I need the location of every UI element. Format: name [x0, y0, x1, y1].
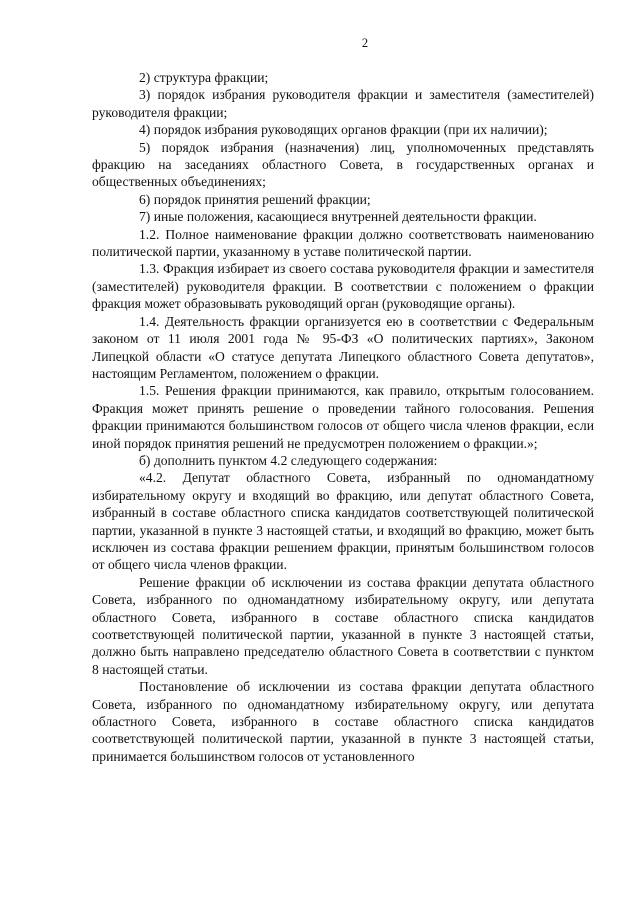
paragraph-exclusion-decision: Решение фракции об исключении из состава фракции депутата областного Совета, избранного по одномандатному избирательному округу, или депутата областного Совета, избранного в составе областного списка кандидатов соответствующей политической партии, указанной в пункте 3 настоящей статьи, должно быть направлено председателю областного Совета в соответствии с пунктом 8 настоящей статьи. — [92, 574, 594, 677]
paragraph-decision-procedure: 6) порядок принятия решений фракции; — [139, 191, 371, 207]
paragraph-clause-1-5: 1.5. Решения фракции принимаются, как правило, открытым голосованием. Фракция может принять решение о проведении тайного голосования. Решения фракции принимаются большинством голосов от общего числа членов фракции, если иной порядок принятия решений не предусмотрен положением о фракции.»; — [92, 383, 594, 451]
paragraph-amendment-b: б) дополнить пунктом 4.2 следующего содержания: — [139, 452, 438, 468]
paragraph-leader-election: 3) порядок избрания руководителя фракции и заместителя (заместителей) руководителя фракции; — [92, 87, 594, 120]
page-number: 2 — [361, 36, 369, 50]
paragraph-exclusion-resolution: Постановление об исключении из состава фракции депутата областного Совета, избранного по одномандатному избирательному округу, или депутата областного Совета, избранного в составе областного списка кандидатов соответствующей политической партии, указанной в пункте 3 настоящей статьи, принимается большинством голосов от установленного — [92, 679, 594, 764]
paragraph-clause-4-2: «4.2. Депутат областного Совета, избранный по одномандатному избирательному округу и входящий во фракцию, или депутат областного Совета, избранный в составе областного списка кандидатов соответствующей политической партии, указанной в пункте 3 настоящей статьи, и входящий во фракцию, может быть исключен из состава фракции решением фракции, принятым большинством голосов от общего числа членов фракции. — [92, 470, 594, 573]
paragraph-other-provisions: 7) иные положения, касающиеся внутренней деятельности фракции. — [139, 209, 537, 225]
paragraph-clause-1-2: 1.2. Полное наименование фракции должно соответствовать наименованию политической партии, указанному в уставе политической партии. — [92, 226, 594, 260]
paragraph-clause-1-3: 1.3. Фракция избирает из своего состава руководителя фракции и заместителя (заместителей) руководителя фракции. В соответствии с положением о фракции фракция может образовывать руководящий орган (руководящие органы). — [92, 261, 594, 312]
paragraph-governing-bodies: 4) порядок избрания руководящих органов фракции (при их наличии); — [139, 122, 548, 138]
paragraph-representatives: 5) порядок избрания (назначения) лиц, уполномоченных представлять фракцию на заседаниях областного Совета, в государственных органах и общественных объединениях; — [92, 139, 594, 190]
paragraph-structure: 2) структура фракции; — [139, 70, 269, 85]
paragraph-clause-1-4: 1.4. Деятельность фракции организуется ею в соответствии с Федеральным законом от 11 июля 2001 года № 95-ФЗ «О политических партиях», Законом Липецкой области «О статусе депутата Липецкого областного Совета депутатов», настоящим Регламентом, положением о фракции. — [92, 313, 594, 381]
